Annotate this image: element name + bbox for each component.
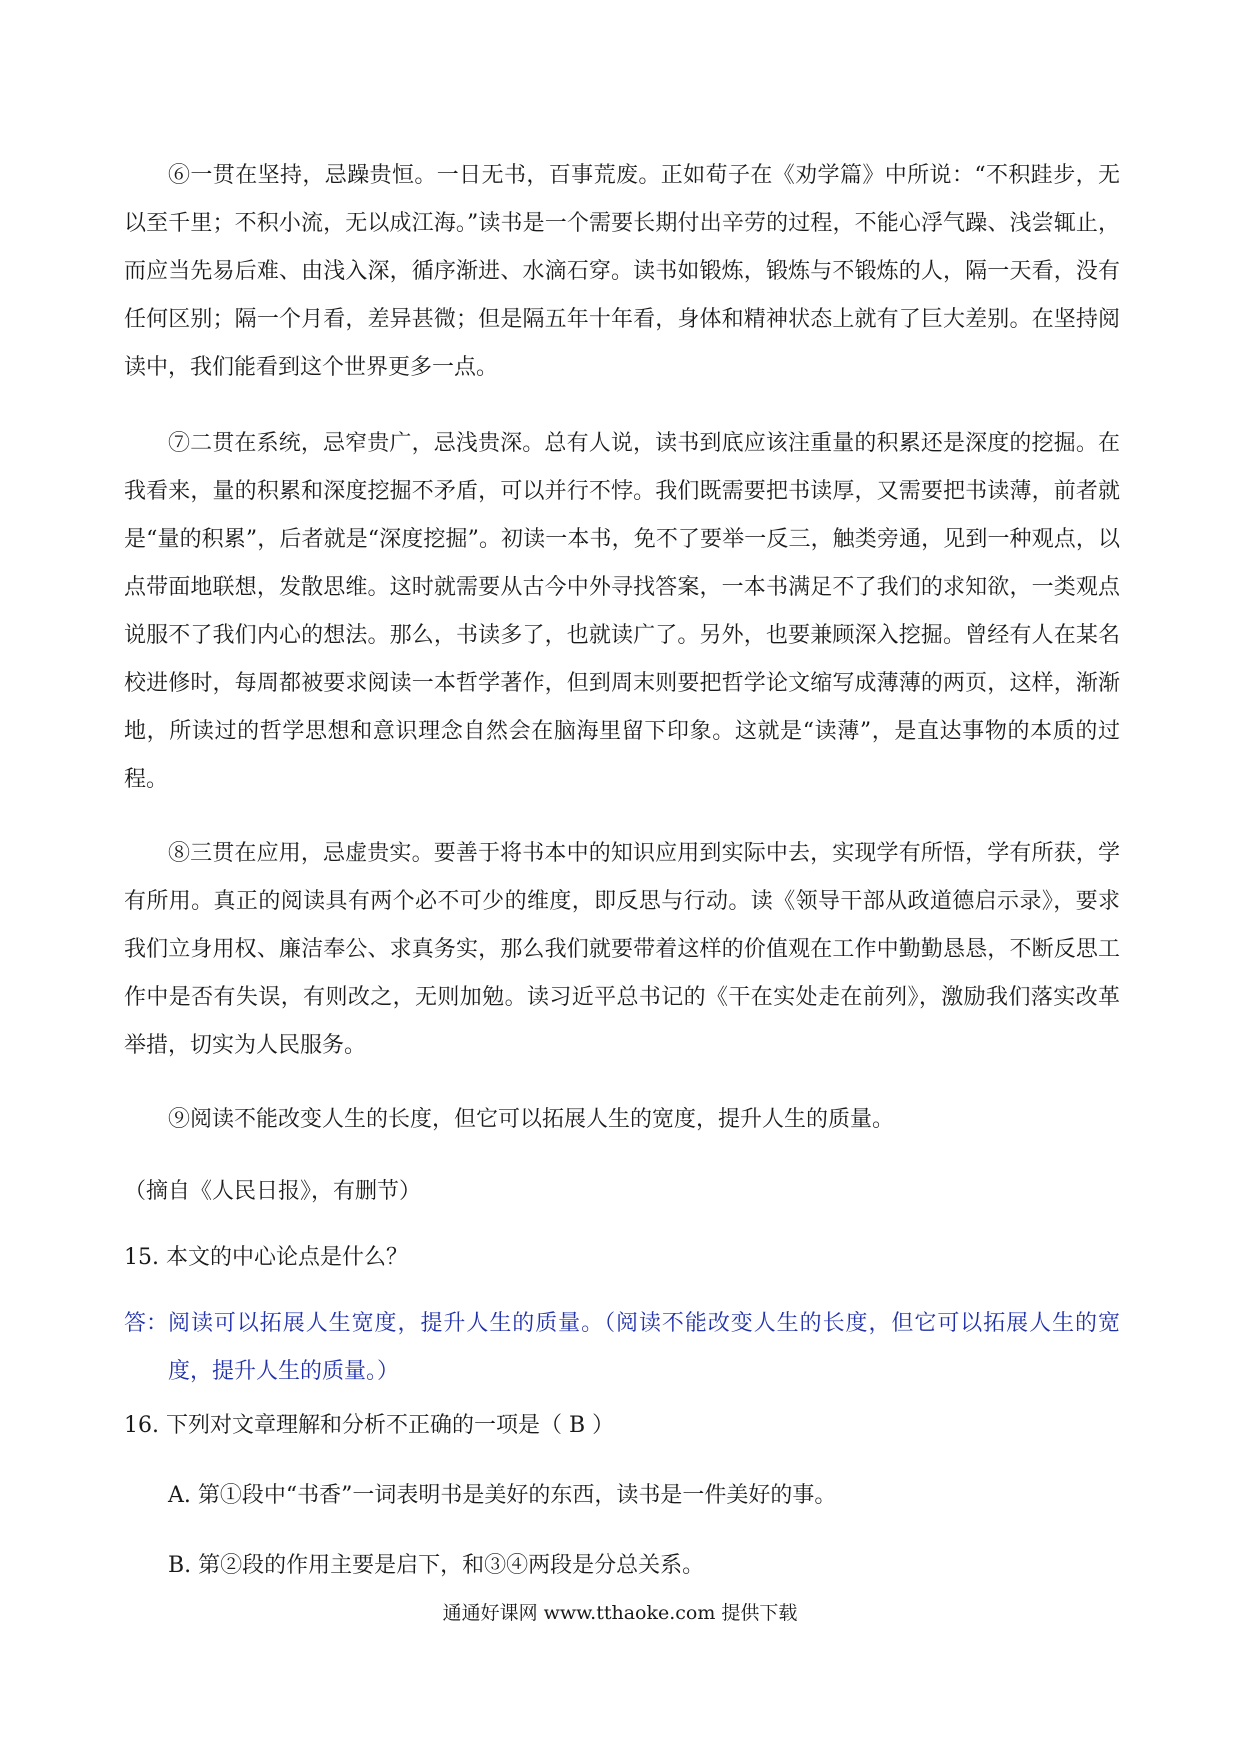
- option-b: B. 第②段的作用主要是启下，和③④两段是分总关系。: [168, 1553, 705, 1578]
- paragraph-7: ⑦二贯在系统，忌窄贵广，忌浅贵深。总有人说，读书到底应该注重量的积累还是深度的挖掘。在我看来，量的积累和深度挖掘不矛盾，可以并行不悖。我们既需要把书读厚，又需要把书读薄，前者就是“量的积累”，后者就是“深度挖掘”。初读一本书，免不了要举一反三，触类旁通，见到一种观点，以点带面地联想，发散思维。这时就需要从古今中外寻找答案，一本书满足不了我们的求知欲，一类观点说服不了我们内心的想法。那么，书读多了，也就读广了。另外，也要兼顾深入挖掘。曾经有人在某名校进修时，每周都被要求阅读一本哲学著作，但到周末则要把哲学论文缩写成薄薄的两页，这样，渐渐地，所读过的哲学思想和意识理念自然会在脑海里留下印象。这就是“读薄”，是直达事物的本质的过程。: [124, 431, 1120, 792]
- question-16: 16. 下列对文章理解和分析不正确的一项是（ B ）: [124, 1413, 615, 1438]
- option-a: A. 第①段中“书香”一词表明书是美好的东西，读书是一件美好的事。: [168, 1483, 837, 1508]
- question-15: 15. 本文的中心论点是什么？: [124, 1245, 408, 1270]
- paragraph-9: ⑨阅读不能改变人生的长度，但它可以拓展人生的宽度，提升人生的质量。: [168, 1107, 895, 1132]
- answer-label: 答：: [124, 1311, 169, 1336]
- paragraph-6: ⑥一贯在坚持，忌躁贵恒。一日无书，百事荒废。正如荀子在《劝学篇》中所说：“不积跬步，无以至千里；不积小流，无以成江海。”读书是一个需要长期付出辛劳的过程，不能心浮气躁、浅尝辄止，而应当先易后难、由浅入深，循序渐进、水滴石穿。读书如锻炼，锻炼与不锻炼的人，隔一天看，没有任何区别；隔一个月看，差异甚微；但是隔五年十年看，身体和精神状态上就有了巨大差别。在坚持阅读中，我们能看到这个世界更多一点。: [124, 163, 1120, 380]
- paragraph-8: ⑧三贯在应用，忌虚贵实。要善于将书本中的知识应用到实际中去，实现学有所悟，学有所获，学有所用。真正的阅读具有两个必不可少的维度，即反思与行动。读《领导干部从政道德启示录》，要求我们立身用权、廉洁奉公、求真务实，那么我们就要带着这样的价值观在工作中勤勤恳恳，不断反思工作中是否有失误，有则改之，无则加勉。读习近平总书记的《干在实处走在前列》，激励我们落实改革举措，切实为人民服务。: [124, 841, 1120, 1058]
- source-citation: （摘自《人民日报》，有删节）: [124, 1179, 422, 1204]
- answer-text: 阅读可以拓展人生宽度，提升人生的质量。（阅读不能改变人生的长度，但它可以拓展人生的宽度，提升人生的质量。）: [168, 1311, 1120, 1384]
- answer-15: [124, 1300, 1120, 1396]
- page-footer: 通通好课网 www.tthaoke.com 提供下载: [442, 1602, 798, 1624]
